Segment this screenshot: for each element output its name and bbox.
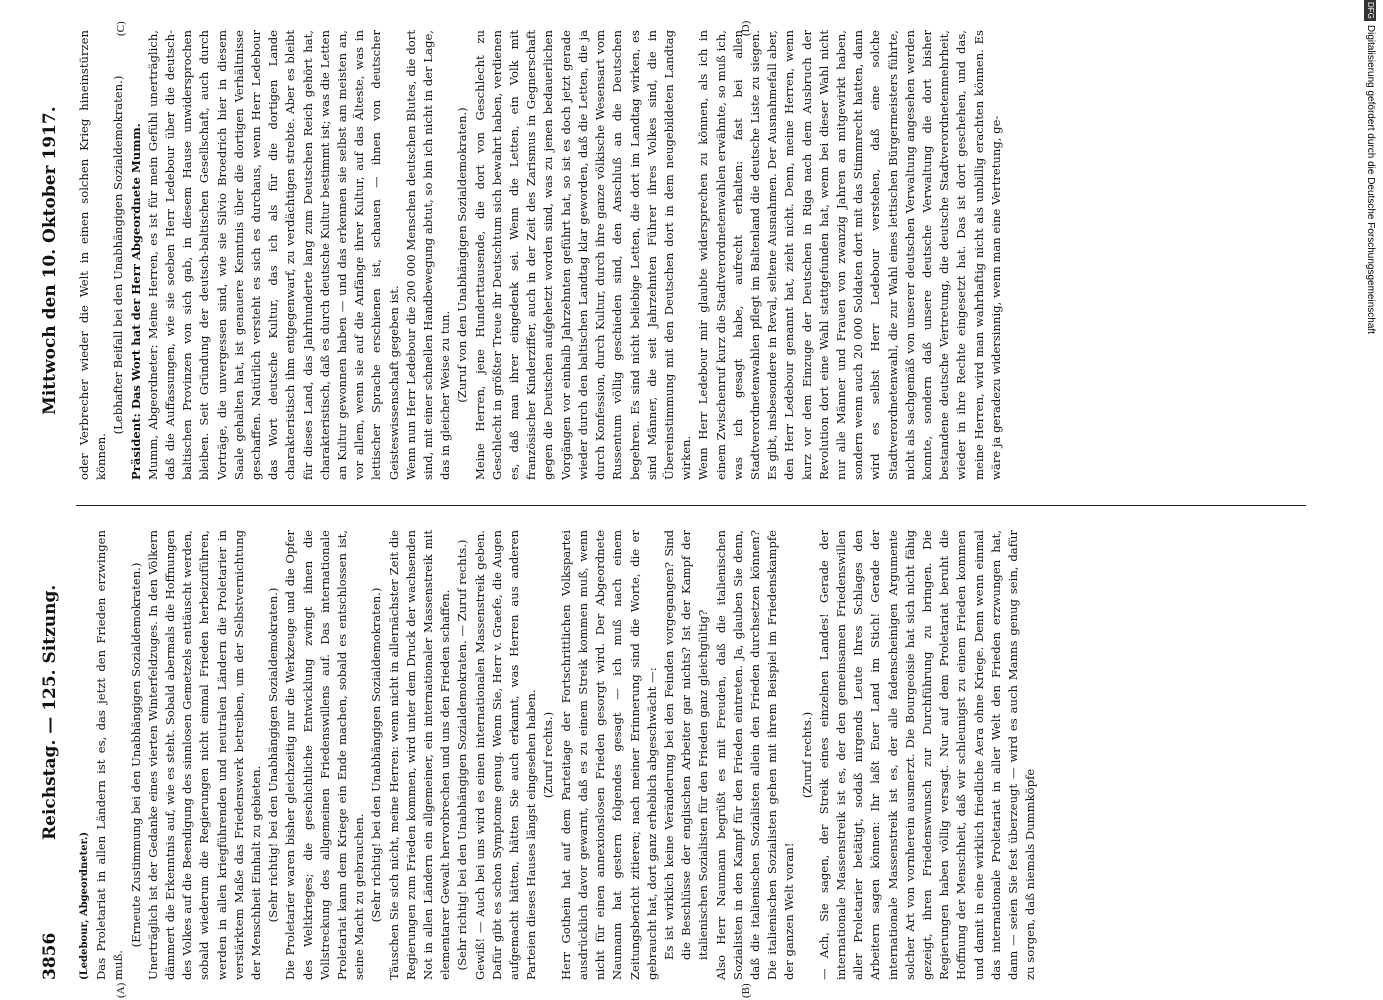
paragraph: oder Verbrecher wieder die Welt in einen solchen Krieg hineinstürzen können. — [77, 30, 109, 480]
paragraph: Mumm, Abgeordneter: Meine Herren, es ist für mein Gefühl unerträglich, daß die Auffassungen, wie sie soeben Herr Ledebour über die deutsch-baltischen Provinzen von sich gab, in diesem Hause unwidersprochen bleiben. Seit Gründung der deutsch-baltischen Gesellschaft, auch durch Vorträge, die unvergessen sind, wie sie Silvio Broedrich hier in diesem Saale gehalten hat, ist genauere Kenntnis über die dortigen Verhältnisse geschaffen. Natürlich versteht es sich es durchaus, wenn Herr Ledebour das Wort deutsche Kultur, das ich als für die dortigen Lande charakteristisch ihm entgegenwarf, zu verdächtigen strebte. Aber es bleibt für dieses Land, das Jahrhunderte lang zum Deutschen Reich gehört hat, charakteristisch, daß es durch deutsche Kultur bestimmt ist; was die Letten an Kultur gewonnen haben — und das erkennen sie selbst am meisten an, vor allem, wenn sie auf die Anfänge ihrer Kultur, auf das Älteste, was in lettischer Sprache erschienen ist, schauen — ihnen von deutscher Geisteswissenschaft gegeben ist. — [145, 30, 401, 480]
paragraph: Also Herr Naumann begrüßt es mit Freuden, daß die italienischen Sozialisten in den Kampf für den Frieden eintreten. Ja, glauben Sie denn, daß die italienischen Sozialisten allein den Frieden durchsetzen können? Die italienischen Sozialisten gehen mit ihrem Beispiel im Friedenskampfe der ganzen Welt voran! — [713, 530, 797, 980]
digitization-credit — [1357, 0, 1383, 1000]
credit-text: Digitalisierung gefördert durch die Deutsche Forschungsgemeinschaft — [1365, 24, 1376, 334]
digitization-strip — [1357, 0, 1383, 1000]
president-statement: Präsident: Das Wort hat der Herr Abgeordnete Mumm. — [128, 123, 143, 480]
interjection: (Lebhafter Beifall bei den Unabhängigen Sozialdemokraten.) — [111, 75, 126, 435]
paragraph: Meine Herren, jene Hunderttausende, die dort von Geschlecht zu Geschlecht in größter Treue ihr Deutschtum sich bewahrt haben, verdienen es, daß man ihrer eingedenk sei. Wenn die Letten, ein Volk mit französischer Kinderziffer, auch in der Zeit des Zarismus in Gegnerschaft gegen die Deutschen aufgehetzt worden sind, was zu jenen bedauerlichen Vorgängen vor einhalb Jahrzehnten geführt hat, so ist es doch jetzt gerade wieder durch den baltischen Landtag klar geworden, daß die Letten, die ja durch Konfession, durch Kultur, durch ihre ganze völkische Wesensart vom Russentum völlig geschieden sind, den Anschluß an die Deutschen begehren. Es sind nicht beliebige Letten, die dort im Landtag wirken, es sind Männer, die seit Jahrzehnten Führer ihres Volkes sind, die in Übereinstimmung mit den Deutschen dort in dem neugebildeten Landtag wirken. — [472, 30, 694, 480]
text-columns — [76, 20, 1306, 980]
paragraph: Herr Gothein hat auf dem Parteitage der Fortschrittlichen Volkspartei ausdrücklich davor gewarnt, daß es zu einem Streik kommen muß, wenn nicht für einen annexionslosen Frieden gesorgt wird. Der Abgeordnete Naumann hat gestern folgendes gesagt — ich muß nach einem Zeitungsbericht zitieren; nach meiner Erinnerung sind die Worte, die er gebraucht hat, dort ganz erheblich abgeschwächt —: — [558, 530, 659, 980]
interjection: (Zuruf rechts.) — [541, 711, 556, 799]
left-column — [76, 530, 1306, 980]
quotation: Es ist wirklich keine Veränderung bei den Feinden vorgegangen? Sind die Beschlüsse der englischen Arbeiter gar nichts? Ist der Kampf der italienischen Sozialisten für den Frieden ganz gleichgültig? — [661, 530, 711, 960]
interjection: (Erneute Zustimmung bei den Unabhängigen Sozialdemokraten.) — [128, 562, 143, 948]
interjection: (Zuruf von den Unabhängigen Sozialdemokraten.) — [455, 107, 470, 403]
margin-mark-d: (D) — [740, 20, 752, 36]
paragraph: — Ach, Sie sagen, der Streik eines einzelnen Landes! Gerade der internationale Massenstreik ist es, der den gemeinsamen Friedenswillen aller Proletarier betätigt, sodaß nirgends Leute Ihres Schlages den Arbeitern sagen können: Ihr laßt Euer Land im Stich! Gerade der internationale Massenstreik ist es, der alle fadenscheinigen Argumente solcher Art von vornherein ausmerzt. Die Bourgeoisie hat sich nicht fähig gezeigt, ihren Friedenswunsch zur Durchführung zu bringen. Die Regierungen haben völlig versagt. Nur auf dem Proletariat beruht die Hoffnung der Menschheit, daß wir schleunigst zu einem Frieden kommen und damit in eine wirklich friedliche Aera ohne Kriege. Denn wenn einmal das internationale Proletariat in aller Welt den Frieden erzwungen hat, dann — seien Sie fest überzeugt — wird es auch Manns genug sein, dafür zu sorgen, daß niemals Dummköpfe — [816, 530, 1038, 980]
paragraph: Gewiß! — Auch bei uns wird es einen internationalen Massenstreik geben. Dafür gibt es schon Symptome genug. Wenn Sie, Herr v. Graefe, die Augen aufgemacht hätten, hätten Sie auch erkannt, was Herren aus anderen Parteien dieses Hauses längst eingesehen haben. — [472, 530, 539, 980]
paragraph: Wenn nun Herr Ledebour die 200 000 Menschen deutschen Blutes, die dort sind, mit einer schnellen Handbewegung abtut, so bin ich nicht in der Lage, das in gleicher Weise zu tun. — [403, 30, 453, 480]
session-title: Reichstag. — 125. Sitzung. — [40, 584, 60, 840]
interjection: (Sehr richtig! bei den Unabhängigen Sozialdemokraten. — Zuruf rechts.) — [455, 539, 470, 971]
right-column — [76, 30, 1306, 480]
interjection: (Sehr richtig! bei den Unabhängigen Sozialdemokraten.) — [369, 587, 384, 923]
paragraph: Täuschen Sie sich nicht, meine Herren: wenn nicht in allernächster Zeit die Regierungen zum Frieden kommen, wird unter dem Druck der wachsenden Not in allen Ländern ein allgemeiner, ein internationaler Massenstreik mit elementarer Gewalt hervorbrechen und uns den Frieden schaffen. — [386, 530, 453, 980]
newspaper-page — [40, 20, 1310, 998]
interjection: (Sehr richtig! bei den Unabhängigen Sozialdemokraten.) — [266, 587, 281, 923]
page-header — [40, 20, 70, 980]
column-divider — [76, 505, 1306, 506]
dfg-logo: DFG — [1366, 2, 1375, 19]
speaker-continued: (Ledebour, Abgeordneter.) — [79, 831, 90, 980]
paragraph: Unerträglich ist der Gedanke eines vierten Winterfeldzuges. In den Völkern dämmert die Erkenntnis auf, wie es steht. Sobald abermals die Hoffnungen des Volkes auf die Beendigung des sinnlosen Gemetzels enttäuscht werden, sobald wiederum die Regierungen nicht einmal Frieden herbeizuführen, werden in allen kriegführenden und neutralen Ländern die Proletarier in verstärktem Maße das Friedenswerk betreiben, um der Selbstvernichtung der Menschheit Einhalt zu gebieten. — [145, 530, 264, 980]
session-date: Mittwoch den 10. Oktober 1917. — [40, 106, 60, 415]
margin-mark-c: (C) — [115, 21, 127, 36]
margin-mark-a: (A) — [115, 982, 127, 998]
paragraph: Die Proletarier waren bisher gleichzeitig nur die Werkzeuge und die Opfer des Weltkrieges; die geschichtliche Entwicklung zwingt ihnen die Vollstreckung des allgemeinen Friedenswillens auf. Das internationale Proletariat kann dem Kriege ein Ende machen, sobald es entschlossen ist, seine Macht zu gebrauchen. — [283, 530, 367, 980]
paragraph: Das Proletariat in allen Ländern ist es, das jetzt den Frieden erzwingen muß. — [94, 530, 126, 980]
paragraph: Wenn Herr Ledebour mir glaubte widersprechen zu können, als ich in einem Zwischenruf kurz die Stadtverordnetenwahlen erwähnte, so muß ich, was ich gesagt habe, aufrecht erhalten: fast bei allen Stadtverordnetenwahlen pflegt im Baltenland die deutsche Liste zu siegen. Es gibt, insbesondere in Reval, seltene Ausnahmen. Der Ausnahmefall aber, den Herr Ledebour genannt hat, zieht nicht. Denn, meine Herren, wenn kurz vor dem Einzuge der Deutschen in Riga nach dem Ausbruch der Revolution dort eine Wahl stattgefunden hat, wenn bei dieser Wahl nicht nur alle Männer und Frauen von zwanzig Jahren an mitgewirkt haben, sondern wenn auch 20 000 Soldaten dort mit das Stimmrecht hatten, dann wird es selbst Herr Ledebour verstehen, daß eine solche Stadtverordnetenwahl, die zur Wahl eines lettischen Bürgermeisters führte, nicht als sachgemäß von unserer deutschen Verwaltung angesehen werden konnte, sondern daß unsere deutsche Verwaltung die dort bisher bestandene deutsche Vertretung, die deutsche Stadtverordnetenmehrheit, wieder in ihre Rechte eingesetzt hat. Das ist dort geschehen, und das, meine Herren, wird man wahrhaftig nicht als unbillig erachten können. Es wäre ja geradezu widersinnig, wenn man eine Vertretung, ge- — [696, 30, 1003, 480]
page-number: 3856 — [40, 932, 60, 980]
margin-mark-b: (B) — [740, 983, 752, 998]
interjection: (Zuruf rechts.) — [799, 711, 814, 799]
